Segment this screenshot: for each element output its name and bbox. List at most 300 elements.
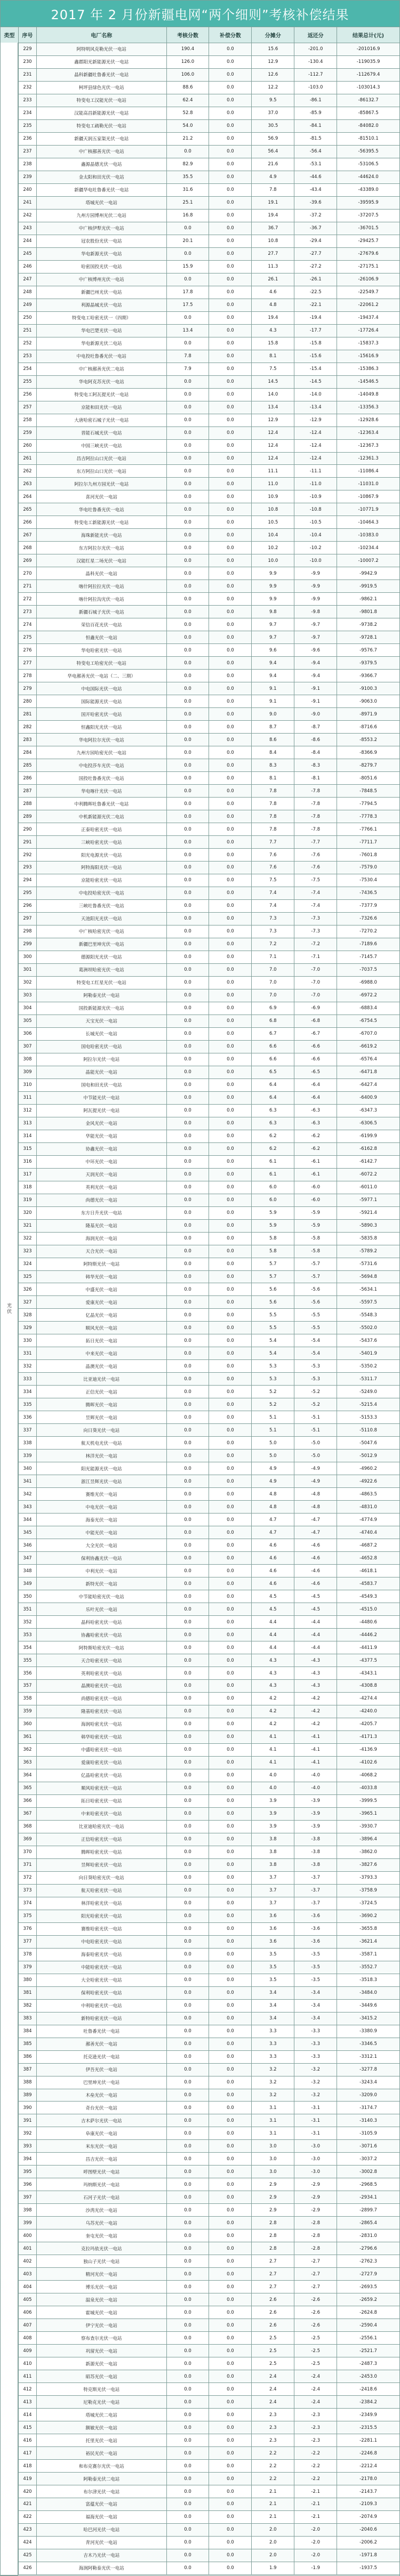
seq-cell: 316 — [19, 1156, 37, 1169]
name-cell: 中广核鄯善光伏一电站 — [37, 146, 167, 158]
table-row — [1, 1744, 400, 1757]
share-cell: 5.5 — [252, 1322, 294, 1334]
header-result-label: 结果总计 — [352, 33, 374, 39]
return-cell: -4.0 — [294, 1769, 337, 1782]
table-row — [1, 1949, 400, 1961]
return-cell: -27.2 — [294, 261, 337, 273]
assess-cell: 0.0 — [167, 2102, 210, 2114]
result-cell: -6142.7 — [337, 1156, 400, 1169]
comp-cell: 0.0 — [209, 261, 252, 273]
result-cell: -2143.7 — [337, 2485, 400, 2498]
table-row — [1, 529, 400, 542]
name-cell: 奇台光伏一电站 — [37, 2102, 167, 2114]
table-row — [1, 1718, 400, 1731]
name-cell: 爱康哈密光伏一电站 — [37, 1757, 167, 1769]
result-cell: -15837.3 — [337, 337, 400, 350]
seq-cell: 262 — [19, 465, 37, 478]
table-row — [1, 580, 400, 593]
share-cell: 3.9 — [252, 1795, 294, 1808]
table-row — [1, 1833, 400, 1846]
result-cell: -4411.9 — [337, 1641, 400, 1654]
name-cell: 国电哈密光伏一电站 — [37, 1041, 167, 1053]
assess-cell: 0.0 — [167, 618, 210, 631]
comp-cell: 0.0 — [209, 849, 252, 862]
assess-cell: 0.0 — [167, 2153, 210, 2166]
result-cell: -2899.7 — [337, 2204, 400, 2217]
comp-cell: 0.0 — [209, 490, 252, 503]
seq-cell: 344 — [19, 1514, 37, 1526]
seq-cell: 396 — [19, 2178, 37, 2191]
name-cell: 东方阿拉尔光伏一电站 — [37, 542, 167, 554]
assess-cell: 0.0 — [167, 1143, 210, 1156]
seq-cell: 287 — [19, 785, 37, 798]
share-cell: 3.6 — [252, 1910, 294, 1923]
comp-cell: 0.0 — [209, 2064, 252, 2076]
comp-cell: 0.0 — [209, 1105, 252, 1117]
result-cell: -84082.0 — [337, 120, 400, 133]
name-cell: 阜康光伏一电站 — [37, 2127, 167, 2140]
result-cell: -6347.3 — [337, 1105, 400, 1117]
table-row — [1, 286, 400, 299]
share-cell: 2.7 — [252, 2268, 294, 2281]
assess-cell: 0.0 — [167, 2473, 210, 2485]
table-row — [1, 503, 400, 516]
table-row — [1, 1347, 400, 1360]
name-cell: 博乐光伏一电站 — [37, 2281, 167, 2293]
result-cell: -2418.6 — [337, 2383, 400, 2396]
result-cell: -5401.9 — [337, 1347, 400, 1360]
seq-cell: 413 — [19, 2396, 37, 2409]
seq-cell: 265 — [19, 503, 37, 516]
table-row — [1, 759, 400, 772]
comp-cell: 0.0 — [209, 1475, 252, 1488]
return-cell: -37.2 — [294, 210, 337, 222]
result-cell: -1937.5 — [337, 2562, 400, 2575]
share-cell: 6.3 — [252, 1117, 294, 1130]
result-cell: -81510.1 — [337, 133, 400, 146]
comp-cell: 0.0 — [209, 1731, 252, 1744]
comp-cell: 0.0 — [209, 567, 252, 580]
result-cell: -8716.6 — [337, 721, 400, 734]
share-cell: 6.4 — [252, 1079, 294, 1092]
return-cell: -2.1 — [294, 2511, 337, 2524]
comp-cell: 0.0 — [209, 1041, 252, 1053]
assess-cell: 0.0 — [167, 1450, 210, 1462]
share-cell: 6.8 — [252, 1015, 294, 1028]
name-cell: 华电新源光伏二电站 — [37, 337, 167, 350]
seq-cell: 282 — [19, 721, 37, 734]
name-cell: 额敏光伏一电站 — [37, 2421, 167, 2434]
name-cell: 鑫源晶德光伏一电站 — [37, 158, 167, 171]
seq-cell: 398 — [19, 2204, 37, 2217]
comp-cell: 0.0 — [209, 401, 252, 414]
comp-cell: 0.0 — [209, 427, 252, 440]
assess-cell: 0.0 — [167, 785, 210, 798]
return-cell: -2.0 — [294, 2524, 337, 2537]
result-cell: -5437.6 — [337, 1334, 400, 1347]
seq-cell: 251 — [19, 325, 37, 337]
return-cell: -10.5 — [294, 516, 337, 529]
return-cell: -8.4 — [294, 746, 337, 759]
assess-cell: 0.0 — [167, 1833, 210, 1846]
return-cell: -15.6 — [294, 350, 337, 363]
share-cell: 10.8 — [252, 235, 294, 248]
comp-cell: 0.0 — [209, 2000, 252, 2012]
table-row — [1, 567, 400, 580]
return-cell: -3.1 — [294, 2127, 337, 2140]
assess-cell: 0.0 — [167, 1488, 210, 1501]
name-cell: 乐叶光伏一电站 — [37, 1603, 167, 1616]
return-cell: -7.5 — [294, 874, 337, 887]
share-cell: 4.1 — [252, 1731, 294, 1744]
assess-cell: 0.0 — [167, 913, 210, 925]
result-cell: -4343.1 — [337, 1667, 400, 1680]
comp-cell: 0.0 — [209, 1526, 252, 1539]
seq-cell: 343 — [19, 1501, 37, 1514]
return-cell: -8.3 — [294, 759, 337, 772]
comp-cell: 0.0 — [209, 1194, 252, 1207]
comp-cell: 0.0 — [209, 171, 252, 184]
result-cell: -19437.4 — [337, 312, 400, 325]
assess-cell: 0.0 — [167, 2064, 210, 2076]
table-row — [1, 1488, 400, 1501]
assess-cell: 0.0 — [167, 1053, 210, 1066]
table-row — [1, 1603, 400, 1616]
seq-cell: 364 — [19, 1769, 37, 1782]
comp-cell: 0.0 — [209, 2076, 252, 2089]
share-cell: 4.8 — [252, 1501, 294, 1514]
seq-cell: 290 — [19, 823, 37, 836]
share-cell: 8.6 — [252, 734, 294, 746]
return-cell: -44.6 — [294, 171, 337, 184]
name-cell: 协鑫光伏一电站 — [37, 1143, 167, 1156]
assess-cell: 0.0 — [167, 1233, 210, 1245]
return-cell: -81.5 — [294, 133, 337, 146]
seq-cell: 336 — [19, 1411, 37, 1424]
share-cell: 37.0 — [252, 107, 294, 120]
comp-cell: 0.0 — [209, 1616, 252, 1629]
name-cell: 哈巴河光伏一电站 — [37, 2524, 167, 2537]
share-cell: 6.1 — [252, 1169, 294, 1181]
comp-cell: 0.0 — [209, 593, 252, 606]
assess-cell: 0.0 — [167, 695, 210, 708]
assess-cell: 7.9 — [167, 363, 210, 376]
comp-cell: 0.0 — [209, 1782, 252, 1795]
share-cell: 7.4 — [252, 900, 294, 913]
comp-cell: 0.0 — [209, 1220, 252, 1233]
comp-cell: 0.0 — [209, 670, 252, 682]
comp-cell: 0.0 — [209, 325, 252, 337]
comp-cell: 0.0 — [209, 925, 252, 938]
comp-cell: 0.0 — [209, 2370, 252, 2383]
seq-cell: 309 — [19, 1066, 37, 1079]
share-cell: 4.3 — [252, 1680, 294, 1693]
assess-cell: 0.0 — [167, 1821, 210, 1833]
table-row — [1, 2038, 400, 2051]
name-cell: 金风光伏一电站 — [37, 1117, 167, 1130]
result-cell: -3243.4 — [337, 2076, 400, 2089]
share-cell: 4.4 — [252, 1616, 294, 1629]
assess-cell: 25.1 — [167, 197, 210, 210]
table-row — [1, 1475, 400, 1488]
return-cell: -2.0 — [294, 2549, 337, 2562]
share-cell: 4.8 — [252, 1488, 294, 1501]
share-cell: 10.0 — [252, 554, 294, 567]
name-cell: 新特哈密光伏一电站 — [37, 2012, 167, 2025]
table-row — [1, 849, 400, 862]
table-row — [1, 107, 400, 120]
result-cell: -201016.9 — [337, 43, 400, 56]
return-cell: -14.0 — [294, 389, 337, 401]
seq-cell: 410 — [19, 2357, 37, 2370]
name-cell: 晋能石城光伏一电站 — [37, 427, 167, 440]
table-row — [1, 1424, 400, 1437]
table-row — [1, 273, 400, 286]
comp-cell: 0.0 — [209, 2102, 252, 2114]
return-cell: -3.5 — [294, 1961, 337, 1974]
share-cell: 5.8 — [252, 1233, 294, 1245]
share-cell: 12.2 — [252, 82, 294, 94]
seq-cell: 369 — [19, 1833, 37, 1846]
result-cell: -103014.3 — [337, 82, 400, 94]
comp-cell: 0.0 — [209, 2537, 252, 2549]
results-table — [0, 27, 400, 2575]
assess-cell: 0.0 — [167, 222, 210, 235]
comp-cell: 0.0 — [209, 2153, 252, 2166]
return-cell: -103.0 — [294, 82, 337, 94]
seq-cell: 313 — [19, 1117, 37, 1130]
return-cell: -4.2 — [294, 1718, 337, 1731]
seq-cell: 424 — [19, 2537, 37, 2549]
share-cell: 2.8 — [252, 2242, 294, 2255]
comp-cell: 0.0 — [209, 1808, 252, 1821]
seq-cell: 245 — [19, 248, 37, 261]
result-cell: -5110.8 — [337, 1424, 400, 1437]
name-cell: 新疆巴州光伏一电站 — [37, 286, 167, 299]
return-cell: -2.3 — [294, 2421, 337, 2434]
name-cell: 喀什阿拉沟光伏一电站 — [37, 593, 167, 606]
seq-cell: 294 — [19, 874, 37, 887]
table-row — [1, 1105, 400, 1117]
result-cell: -10383.0 — [337, 529, 400, 542]
table-row — [1, 1322, 400, 1334]
table-row — [1, 631, 400, 644]
result-cell: -9919.5 — [337, 580, 400, 593]
table-row — [1, 1002, 400, 1015]
return-cell: -2.8 — [294, 2229, 337, 2242]
assess-cell: 0.0 — [167, 746, 210, 759]
return-cell: -7.0 — [294, 964, 337, 977]
seq-cell: 264 — [19, 490, 37, 503]
result-cell: -6011.0 — [337, 1181, 400, 1194]
assess-cell: 0.0 — [167, 427, 210, 440]
assess-cell: 0.0 — [167, 1207, 210, 1220]
assess-cell: 0.0 — [167, 414, 210, 427]
result-cell: -5977.1 — [337, 1194, 400, 1207]
share-cell: 12.4 — [252, 427, 294, 440]
return-cell: -3.9 — [294, 1821, 337, 1833]
assess-cell: 0.0 — [167, 2229, 210, 2242]
comp-cell: 0.0 — [209, 440, 252, 453]
share-cell: 14.0 — [252, 389, 294, 401]
result-cell: -9728.1 — [337, 631, 400, 644]
return-cell: -9.7 — [294, 631, 337, 644]
comp-cell: 0.0 — [209, 350, 252, 363]
result-cell: -2281.1 — [337, 2434, 400, 2447]
comp-cell: 0.0 — [209, 1437, 252, 1450]
seq-cell: 360 — [19, 1718, 37, 1731]
header-seq: 序号 — [19, 27, 37, 43]
seq-cell: 301 — [19, 964, 37, 977]
result-cell: -3140.3 — [337, 2114, 400, 2127]
name-cell: 华电巴楚光伏一电站 — [37, 325, 167, 337]
result-cell: -6883.4 — [337, 1002, 400, 1015]
share-cell: 7.8 — [252, 810, 294, 823]
return-cell: -2.1 — [294, 2498, 337, 2511]
result-cell: -5249.0 — [337, 1386, 400, 1398]
name-cell: 阿特海阳光伏一电站 — [37, 862, 167, 874]
return-cell: -2.2 — [294, 2447, 337, 2460]
comp-cell: 0.0 — [209, 2281, 252, 2293]
return-cell: -10.2 — [294, 542, 337, 554]
assess-cell: 0.0 — [167, 516, 210, 529]
return-cell: -2.3 — [294, 2409, 337, 2421]
assess-cell: 82.9 — [167, 158, 210, 171]
return-cell: -9.8 — [294, 606, 337, 618]
comp-cell: 0.0 — [209, 2421, 252, 2434]
assess-cell: 0.0 — [167, 2127, 210, 2140]
name-cell: 克拉玛依光伏一电站 — [37, 2242, 167, 2255]
return-cell: -4.6 — [294, 1539, 337, 1552]
comp-cell: 0.0 — [209, 1386, 252, 1398]
share-cell: 9.4 — [252, 657, 294, 670]
comp-cell: 0.0 — [209, 1028, 252, 1041]
share-cell: 6.6 — [252, 1053, 294, 1066]
name-cell: 阿勒泰光伏一电站 — [37, 989, 167, 1002]
seq-cell: 366 — [19, 1795, 37, 1808]
assess-cell: 0.0 — [167, 721, 210, 734]
share-cell: 8.1 — [252, 350, 294, 363]
comp-cell: 0.0 — [209, 248, 252, 261]
result-cell: -4515.0 — [337, 1603, 400, 1616]
share-cell: 8.7 — [252, 721, 294, 734]
assess-cell: 20.1 — [167, 235, 210, 248]
share-cell: 7.8 — [252, 823, 294, 836]
name-cell: 昌吉光伏一电站 — [37, 2153, 167, 2166]
share-cell: 3.0 — [252, 2140, 294, 2153]
return-cell: -5.2 — [294, 1386, 337, 1398]
table-row — [1, 465, 400, 478]
seq-cell: 275 — [19, 631, 37, 644]
comp-cell: 0.0 — [209, 465, 252, 478]
result-cell: -4831.0 — [337, 1501, 400, 1514]
comp-cell: 0.0 — [209, 938, 252, 951]
name-cell: 阿拉尔九州方园光伏一电站 — [37, 478, 167, 490]
return-cell: -10.8 — [294, 503, 337, 516]
share-cell: 5.3 — [252, 1373, 294, 1386]
table-row — [1, 798, 400, 810]
result-cell: -8279.7 — [337, 759, 400, 772]
assess-cell: 0.0 — [167, 2025, 210, 2038]
return-cell: -9.9 — [294, 593, 337, 606]
name-cell: 青河光伏一电站 — [37, 2537, 167, 2549]
comp-cell: 0.0 — [209, 2434, 252, 2447]
return-cell: -6.4 — [294, 1079, 337, 1092]
assess-cell: 0.0 — [167, 2498, 210, 2511]
seq-cell: 300 — [19, 951, 37, 964]
assess-cell: 0.0 — [167, 2242, 210, 2255]
comp-cell: 0.0 — [209, 2562, 252, 2575]
assess-cell: 0.0 — [167, 2012, 210, 2025]
share-cell: 6.0 — [252, 1181, 294, 1194]
name-cell: 晶能光伏一电站 — [37, 1066, 167, 1079]
seq-cell: 348 — [19, 1565, 37, 1577]
share-cell: 4.6 — [252, 1552, 294, 1565]
table-row — [1, 261, 400, 273]
name-cell: 长城光伏一电站 — [37, 1028, 167, 1041]
share-cell: 3.1 — [252, 2127, 294, 2140]
seq-cell: 288 — [19, 798, 37, 810]
name-cell: 向日葵光伏一电站 — [37, 1424, 167, 1437]
share-cell: 2.5 — [252, 2345, 294, 2357]
table-row — [1, 810, 400, 823]
assess-cell: 0.0 — [167, 337, 210, 350]
seq-cell: 405 — [19, 2293, 37, 2306]
seq-cell: 305 — [19, 1015, 37, 1028]
table-row — [1, 1015, 400, 1028]
name-cell: 中国三峡光伏一电站 — [37, 440, 167, 453]
name-cell: 汉能高昌新能源光伏一电站 — [37, 107, 167, 120]
return-cell: -11.0 — [294, 478, 337, 490]
name-cell: 木垒光伏一电站 — [37, 2089, 167, 2102]
share-cell: 5.1 — [252, 1411, 294, 1424]
table-row — [1, 618, 400, 631]
share-cell: 4.0 — [252, 1769, 294, 1782]
return-cell: -2.0 — [294, 2537, 337, 2549]
seq-cell: 304 — [19, 1002, 37, 1015]
share-cell: 4.3 — [252, 325, 294, 337]
assess-cell: 0.0 — [167, 759, 210, 772]
result-cell: -4960.2 — [337, 1462, 400, 1475]
table-row — [1, 1411, 400, 1424]
comp-cell: 0.0 — [209, 1795, 252, 1808]
table-row — [1, 2383, 400, 2396]
assess-cell: 0.0 — [167, 1616, 210, 1629]
comp-cell: 0.0 — [209, 887, 252, 900]
result-cell: -3621.4 — [337, 1936, 400, 1949]
name-cell: 腾晖哈密光伏一电站 — [37, 1846, 167, 1859]
share-cell: 9.7 — [252, 631, 294, 644]
assess-cell: 0.0 — [167, 146, 210, 158]
table-row — [1, 862, 400, 874]
assess-cell: 0.0 — [167, 1117, 210, 1130]
result-cell: -4774.9 — [337, 1514, 400, 1526]
comp-cell: 0.0 — [209, 1859, 252, 1872]
seq-cell: 338 — [19, 1437, 37, 1450]
name-cell: 大全哈密光伏一电站 — [37, 1974, 167, 1987]
assess-cell: 0.0 — [167, 1808, 210, 1821]
seq-cell: 248 — [19, 286, 37, 299]
return-cell: -4.6 — [294, 1565, 337, 1577]
table-row — [1, 644, 400, 657]
table-row — [1, 2217, 400, 2229]
name-cell: 海泰光伏一电站 — [37, 1514, 167, 1526]
share-cell: 3.5 — [252, 1961, 294, 1974]
result-cell: -4583.7 — [337, 1577, 400, 1590]
name-cell: 冠农股份光伏一电站 — [37, 235, 167, 248]
name-cell: 中电投莎车光伏一电站 — [37, 759, 167, 772]
share-cell: 7.5 — [252, 363, 294, 376]
